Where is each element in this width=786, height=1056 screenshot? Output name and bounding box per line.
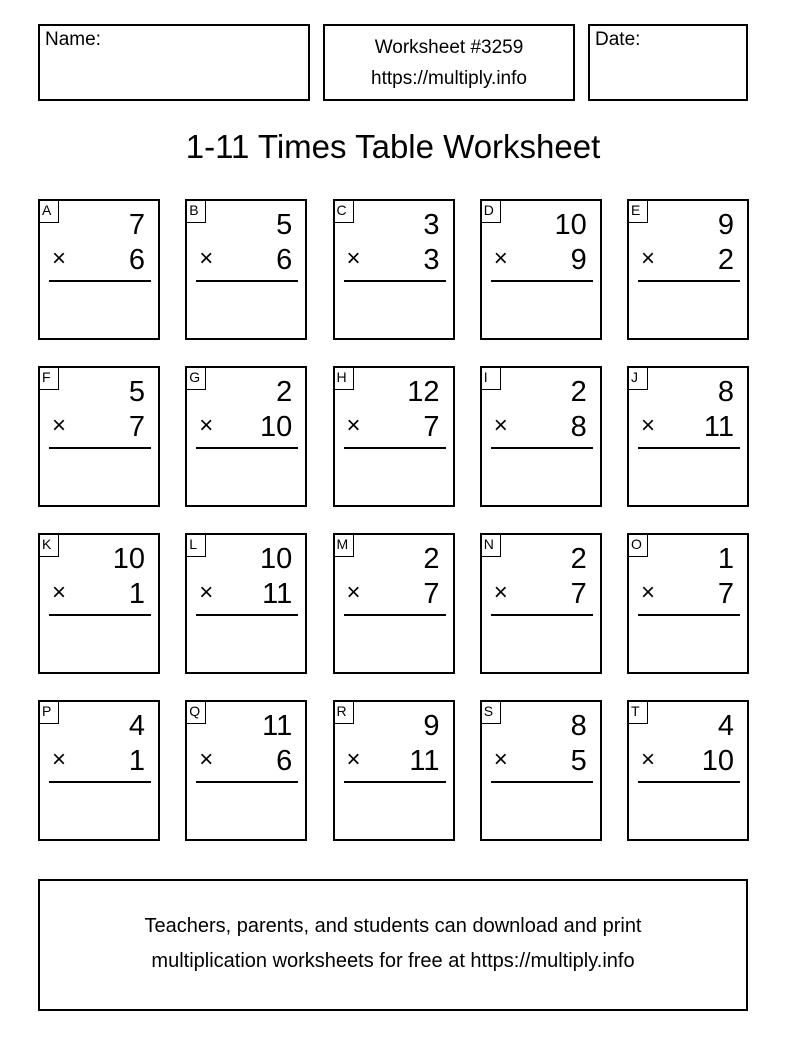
answer-line xyxy=(344,280,446,282)
answer-line xyxy=(491,614,593,616)
multiplicand: 2 xyxy=(570,543,587,575)
problem-letter: D xyxy=(480,199,501,223)
multiply-sign: × xyxy=(199,245,214,272)
problem-letter: F xyxy=(38,366,59,390)
answer-line xyxy=(344,781,446,783)
problem-letter: E xyxy=(627,199,648,223)
problem-card[interactable] xyxy=(333,533,455,674)
multiplicand: 8 xyxy=(570,710,587,742)
answer-line xyxy=(638,614,740,616)
answer-line xyxy=(638,781,740,783)
problem-card[interactable] xyxy=(185,533,307,674)
answer-line xyxy=(196,447,298,449)
multiply-sign: × xyxy=(493,746,508,773)
answer-line xyxy=(49,614,151,616)
problem-letter: H xyxy=(333,366,354,390)
multiplier: 6 xyxy=(276,244,293,276)
multiplicand: 10 xyxy=(112,543,145,575)
multiply-sign: × xyxy=(199,746,214,773)
page-title: 1-11 Times Table Worksheet xyxy=(185,128,601,165)
answer-line xyxy=(344,447,446,449)
multiply-sign: × xyxy=(346,412,361,439)
problem-grid xyxy=(38,199,749,841)
multiplier: 7 xyxy=(128,411,145,443)
name-field[interactable] xyxy=(38,24,310,101)
multiply-sign: × xyxy=(199,579,214,606)
problem-card[interactable] xyxy=(480,533,602,674)
multiplier: 7 xyxy=(570,578,587,610)
multiply-sign: × xyxy=(346,746,361,773)
multiplier: 1 xyxy=(128,578,145,610)
answer-line xyxy=(491,447,593,449)
problem-card[interactable] xyxy=(627,199,749,340)
answer-line xyxy=(491,781,593,783)
multiply-sign: × xyxy=(641,746,656,773)
problem-card[interactable] xyxy=(185,700,307,841)
multiply-sign: × xyxy=(493,245,508,272)
problem-card[interactable] xyxy=(38,199,160,340)
worksheet-info-box xyxy=(323,24,575,101)
date-label: Date: xyxy=(595,29,641,50)
multiplier: 8 xyxy=(570,411,587,443)
problem-letter: G xyxy=(185,366,206,390)
multiplicand: 5 xyxy=(128,376,145,408)
multiplier: 3 xyxy=(423,244,440,276)
answer-line xyxy=(344,614,446,616)
answer-line xyxy=(196,280,298,282)
multiplicand: 4 xyxy=(717,710,734,742)
date-field[interactable] xyxy=(588,24,748,101)
problem-card[interactable] xyxy=(627,366,749,507)
multiplier: 2 xyxy=(717,244,734,276)
multiplicand: 2 xyxy=(423,543,440,575)
problem-letter: C xyxy=(333,199,354,223)
multiplicand: 2 xyxy=(276,376,293,408)
answer-line xyxy=(196,614,298,616)
multiply-sign: × xyxy=(493,579,508,606)
problem-letter: M xyxy=(333,533,354,557)
multiplier: 11 xyxy=(409,745,440,777)
multiply-sign: × xyxy=(52,412,67,439)
multiplier: 7 xyxy=(717,578,734,610)
problem-letter: L xyxy=(185,533,206,557)
problem-letter: P xyxy=(38,700,59,724)
multiply-sign: × xyxy=(52,245,67,272)
problem-letter: O xyxy=(627,533,648,557)
worksheet-url: https://multiply.info xyxy=(371,68,527,89)
problem-letter: Q xyxy=(185,700,206,724)
problem-letter: B xyxy=(185,199,206,223)
multiplier: 11 xyxy=(262,578,293,610)
multiplier: 6 xyxy=(276,745,293,777)
multiply-sign: × xyxy=(52,579,67,606)
multiplier: 7 xyxy=(423,578,440,610)
multiplier: 6 xyxy=(128,244,145,276)
problem-letter: I xyxy=(480,366,501,390)
multiply-sign: × xyxy=(641,412,656,439)
problem-card[interactable] xyxy=(480,366,602,507)
multiply-sign: × xyxy=(641,245,656,272)
multiplicand: 3 xyxy=(423,209,440,241)
multiplicand: 5 xyxy=(276,209,293,241)
problem-card[interactable] xyxy=(480,199,602,340)
multiply-sign: × xyxy=(346,245,361,272)
problem-card[interactable] xyxy=(38,700,160,841)
answer-line xyxy=(638,280,740,282)
multiply-sign: × xyxy=(199,412,214,439)
multiplier: 1 xyxy=(128,745,145,777)
multiplicand: 9 xyxy=(717,209,734,241)
multiply-sign: × xyxy=(52,746,67,773)
answer-line xyxy=(196,781,298,783)
problem-letter: R xyxy=(333,700,354,724)
multiplicand: 10 xyxy=(259,543,293,575)
problem-card[interactable] xyxy=(38,533,160,674)
multiplicand: 10 xyxy=(554,209,587,241)
multiplier: 7 xyxy=(423,411,440,443)
problem-card[interactable] xyxy=(627,700,749,841)
multiplicand: 2 xyxy=(570,376,587,408)
problem-card[interactable] xyxy=(480,700,602,841)
multiplicand: 8 xyxy=(717,376,734,408)
footer-note xyxy=(38,879,748,1011)
problem-card[interactable] xyxy=(333,700,455,841)
worksheet-number: Worksheet #3259 xyxy=(374,37,524,58)
answer-line xyxy=(491,280,593,282)
problem-card[interactable] xyxy=(627,533,749,674)
multiplier: 11 xyxy=(703,411,734,443)
answer-line xyxy=(49,781,151,783)
problem-letter: N xyxy=(480,533,501,557)
problem-letter: A xyxy=(38,199,59,223)
problem-card[interactable] xyxy=(185,366,307,507)
problem-letter: T xyxy=(627,700,648,724)
problem-card[interactable] xyxy=(185,199,307,340)
name-label: Name: xyxy=(45,29,101,50)
problem-card[interactable] xyxy=(333,366,455,507)
multiplicand: 12 xyxy=(407,376,440,408)
multiplicand: 11 xyxy=(262,710,293,742)
multiply-sign: × xyxy=(493,412,508,439)
answer-line xyxy=(49,447,151,449)
multiplier: 9 xyxy=(570,244,587,276)
multiplicand: 9 xyxy=(423,710,440,742)
multiplicand: 1 xyxy=(717,543,734,575)
footer-line-2: multiplication worksheets for free at https://multiply.info xyxy=(151,950,635,972)
problem-letter: K xyxy=(38,533,59,557)
footer-line-1: Teachers, parents, and students can download and print xyxy=(144,915,642,937)
multiplier: 10 xyxy=(259,411,293,443)
problem-card[interactable] xyxy=(38,366,160,507)
problem-card[interactable] xyxy=(333,199,455,340)
multiplicand: 7 xyxy=(128,209,145,241)
multiplier: 5 xyxy=(570,745,587,777)
problem-letter: S xyxy=(480,700,501,724)
multiplier: 10 xyxy=(701,745,734,777)
multiply-sign: × xyxy=(346,579,361,606)
problem-letter: J xyxy=(627,366,648,390)
answer-line xyxy=(638,447,740,449)
multiply-sign: × xyxy=(641,579,656,606)
answer-line xyxy=(49,280,151,282)
multiplicand: 4 xyxy=(128,710,145,742)
